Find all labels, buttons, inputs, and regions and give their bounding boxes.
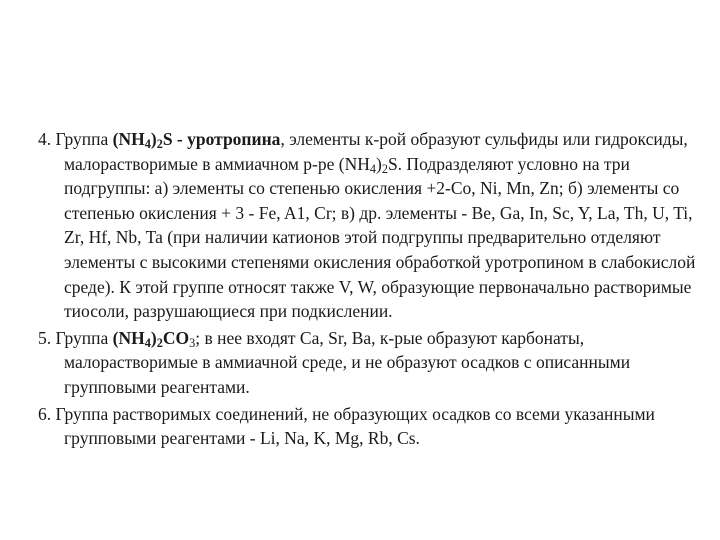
item-4-formula: $(NH_4)_2S$ - уротропина [112,129,281,152]
item-6-text: 6. Группа растворимых соединений, не образующих осадков со всеми указанными групповыми реагентами - Li, Na, K, Mg, Rb, Cs. [38,403,655,449]
list-item-group-6 [38,402,698,451]
list-item-group-4: 4. Группа $(NH_4)_2S$ - уротропина, элементы к-рой образуют сульфиды или гидроксиды, малорастворимые в аммиачном р-ре $(NH_4)_2S$. Подразделяют условно на три подгруппы: а) элементы со степенью окисления +2-Co, Ni, Mn, Zn; б) элементы со степенью окисления + 3 - Fe, A1, Cr; в) др. элементы - Be, Ga, In, Sc, Y, La, Th, U, Ti, Zr, Hf, Nb, Ta (при наличии катионов этой подгруппы предварительно отделяют элементы с высокими степенями окисления обработкой уротропином в слабокислой среде). К этой группе относят также V, W, образующие первоначально растворимые тиосоли, разрушающиеся при подкислении. [38,129,696,322]
item-5-formula: $(NH_4)_2CO$ [112,327,190,350]
list-item-group-5: 5. Группа $(NH_4)_2CO_3$; в нее входят Ca, Sr, Ba, к-рые образуют карбонаты, малорастворимые в аммиачной среде, и не образуют осадков с описанными групповыми реагентами. [38,327,631,397]
item-4-text: , элементы к-рой образуют сульфиды или гидроксиды, малорастворимые в аммиачном р-ре (NH [64,129,688,174]
item-4-lead: 4. Группа [38,129,113,149]
item-5-lead: 5. Группа [38,327,113,348]
item-5-text: ; в нее входят Ca, Sr, Ba, к-рые образуют карбонаты, малорастворимые в аммиачной среде, и не образуют осадков с описанными групповыми реагентами. [64,327,631,397]
text-block [38,127,698,451]
item-4-text-rest: S. Подразделяют условно на три подгруппы: а) элементы со степенью окисления +2-Co, Ni, Mn, Zn; б) элементы со степенью окисления + 3 - Fe, A1, Cr; в) др. элементы - Be, Ga, In, Sc, Y, La, Th, U, Ti, Zr, Hf, Nb, Ta (при наличии катионов этой подгруппы предварительно отделяют элементы с высокими степенями окисления обработкой уротропином в слабокислой среде). К этой группе относят также V, W, образующие первоначально растворимые тиосоли, разрушающиеся при подкислении. [64,153,696,322]
